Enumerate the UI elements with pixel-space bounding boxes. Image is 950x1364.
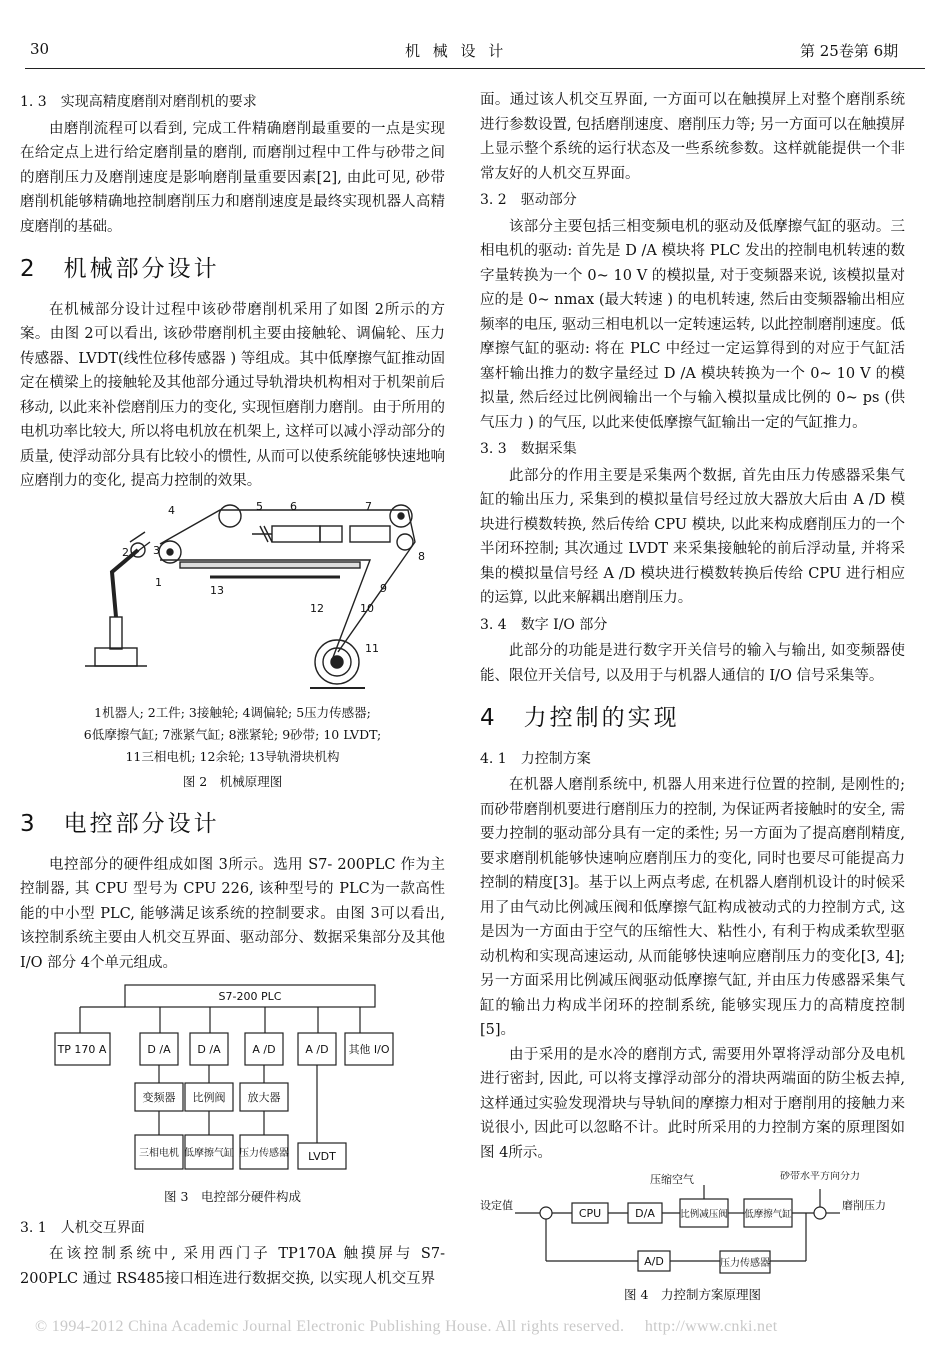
ad-label-2: A /D [305, 1043, 329, 1056]
sec41-body-2: 由于采用的是水冷的磨削方式, 需要用外罩将浮动部分及电机进行密封, 因此, 可以将支撑浮动部分的滑块两端面的防尘板去掉, 这样通过实验发现滑块与导轨间的摩擦力相对于磨削用的接触力来说很小, 因此可以忽略不计。此时所采用的力控制方案的原理图如图 4所示。 [480, 1046, 905, 1161]
sec31-title: 3. 1 人机交互界面 [20, 1219, 145, 1236]
sec13-title: 1. 3 实现高精度磨削对磨削机的要求 [20, 94, 257, 110]
sec34-body: 此部分的功能是进行数字开关信号的输入与输出, 如变频器使能、限位开关信号, 以及用于与机器人通信的 I/O 信号采集等。 [480, 643, 905, 684]
sec13-body: 由磨削流程可以看到, 完成工件精确磨削最重要的一点是实现在给定点上进行给定磨削量的磨削, 而磨削过程中工件与砂带之间的磨削压力及磨削速度是影响磨削量重要因素[2], 由此可见, 砂带磨削机能够精确地控制磨削压力和磨削速度是最终实现机器人高精度磨削的基础。 [20, 120, 445, 235]
sec32-body: 该部分主要包括三相变频电机的驱动及低摩擦气缸的驱动。三相电机的驱动: 首先是 D /A 模块将 PLC 发出的控制电机转速的数字量转换为一个 0~ 10 V 的模拟量, 对于变频器来说, 该模拟量对应的是 0~ nmax (最大转速 ) 的电机转速, 然后由变频器输出相应频率的电压, 驱动三相电机以一定转速运转, 以此控制磨削速度。低摩擦气缸的驱动: 将在 PLC 中经过一定运算得到的对应于气缸活塞杆输出推力的数字量经过 D /A 模块转换为一个 0~ 10 V 的模拟量, 然后经过比例阀输出一个与输入模拟量成比例的 0~ ps (供气压力 ) 的气压, 以此来使低摩擦气缸输出一定的气缸推力。 [480, 218, 905, 431]
robot-base [95, 648, 137, 666]
sec32-title: 3. 2 驱动部分 [480, 192, 577, 208]
fig4-ad-label: A/D [644, 1255, 664, 1268]
copyright-footer: © 1994-2012 China Academic Journal Electronic Publishing House. All rights reserved. http://www.cnki.net [35, 1318, 778, 1335]
right-column [480, 88, 905, 1314]
journal-title: 机 械 设 计 [405, 42, 508, 60]
fig3-title: 图 3 电控部分硬件构成 [164, 1189, 301, 1204]
fig2-label-12: 12 [310, 601, 324, 615]
cylinder-6 [272, 526, 320, 542]
amplifier-label: 放大器 [247, 1091, 281, 1104]
sec2-body: 在机械部分设计过程中该砂带磨削机采用了如图 2所示的方案。由图 2可以看出, 该砂带磨削机主要由接触轮、调偏轮、压力传感器、LVDT(线性位移传感器 ) 等组成。其中低摩擦气缸推动固定在横梁上的接触轮及其他部分通过导轨滑块机构相对于机架前后移动, 以此来补偿磨削压力的变化, 实现恒磨削力磨削。由于所用的电机功率比较大, 所以将电机放在机架上, 这样可以减小浮动部分的质量, 使浮动部分具有比较小的惯性, 从而可以使系统能够快速地响应磨削力的变化, 提高力控制的效果。 [20, 301, 445, 489]
issue-label: 第 25卷第 6期 [800, 42, 899, 60]
fig2-label-2: 2 [122, 545, 129, 559]
fig2-label-8: 8 [418, 549, 425, 563]
da-label-2: D /A [197, 1043, 221, 1056]
page-number: 30 [30, 40, 50, 58]
motor-label: 三相电机 [139, 1148, 179, 1159]
fig4-input-label: 设定值 [480, 1199, 513, 1212]
sec4-title: 4 力控制的实现 [480, 705, 680, 731]
fig4-sensor-label: 压力传感器 [720, 1258, 770, 1269]
fig2-label-6: 6 [290, 501, 297, 513]
fig2-label-11: 11 [365, 641, 379, 655]
fig2-label-3: 3 [153, 543, 160, 557]
tp170a-label: TP 170 A [57, 1043, 107, 1056]
fig4-da-label: D/A [635, 1207, 655, 1220]
fig4-air-label: 压缩空气 [650, 1173, 694, 1186]
da-label-1: D /A [147, 1043, 171, 1056]
pressure-sensor-label: 压力传感器 [239, 1148, 289, 1159]
fig4-cylinder-label: 低摩擦气缸 [744, 1209, 792, 1220]
fig2-label-4: 4 [168, 503, 175, 517]
fig2-title: 图 2 机械原理图 [182, 773, 283, 789]
cylinder-7 [350, 526, 390, 542]
sum-junction-2 [814, 1207, 826, 1219]
fig2-diagram [20, 502, 445, 702]
fig3-diagram [20, 983, 445, 1183]
ad-label-1: A /D [252, 1043, 276, 1056]
fig2-label-9: 9 [380, 581, 387, 595]
fig4-belt-label: 砂带水平方向分力 [780, 1171, 860, 1182]
sec31-body: 在该控制系统中, 采用西门子 TP170A 触摸屏与 S7- 200PLC 通过 RS485接口相连进行数据交换, 以实现人机交互界 [20, 1246, 445, 1287]
fig4-output-label: 磨削压力 [842, 1199, 886, 1212]
sec33-title: 3. 3 数据采集 [480, 441, 577, 457]
other-io-label: 其他 I/O [348, 1043, 390, 1056]
fig4-valve-label: 比例减压阀 [680, 1209, 728, 1220]
sec2-title: 2 机械部分设计 [20, 256, 220, 282]
plc-label: S7-200 PLC [218, 990, 282, 1003]
fig2-caption-line-2: 6低摩擦气缸; 7涨紧气缸; 8涨紧轮; 9砂带; 10 LVDT; [83, 726, 382, 742]
fig2-label-7: 7 [365, 501, 372, 513]
sec41-title: 4. 1 力控制方案 [480, 750, 591, 767]
prop-valve-label: 比例阀 [192, 1091, 226, 1104]
fig2-label-1: 1 [155, 575, 162, 589]
fig4-cpu-label: CPU [578, 1207, 602, 1220]
sec34-title: 3. 4 数字 I/O 部分 [480, 616, 608, 633]
fig4-diagram [480, 1171, 905, 1281]
vfd-label: 变频器 [142, 1091, 176, 1104]
fig4-title: 图 4 力控制方案原理图 [624, 1287, 761, 1302]
sec41-body-1: 在机器人磨削系统中, 机器人用来进行位置的控制, 是刚性的; 而砂带磨削机要进行磨削压力的控制, 为保证两者接触时的安全, 需要力控制的驱动部分具有一定的柔性; 另一方面为了提高磨削精度, 要求磨削机能够快速响应磨削压力的变化, 同时也要尽可能提高力控制的精度[3]。基于以上两点考虑, 在机器人磨削机设计的时候采用了由气动比例减压阀和低摩擦气缸构成被动式的力控制方式, 这是因为一方面由于空气的压缩性大、粘性小, 有利于构成柔软型驱动机构和实现高速运动, 从而能够快速响应磨削压力的变化[3, 4]; 另一方面采用比例减压阀驱动低摩擦气缸, 并由压力传感器采集气缸的输出力构成半闭环的控制系统, 能够实现压力的高精度控制[5]。 [480, 777, 905, 1038]
cylinder-label: 低摩擦气缸 [184, 1148, 234, 1159]
sec3-body: 电控部分的硬件组成如图 3所示。选用 S7- 200PLC 作为主控制器, 其 CPU 型号为 CPU 226, 该种型号的 PLC为一款高性能的中小型 PLC, 能够满足该系统的控制要求。由图 3可以看出, 该控制系统主要由人机交互界面、驱动部分、数据采集部分及其他 I/O 部分 4个单元组成。 [20, 856, 445, 971]
sum-junction-1 [540, 1207, 552, 1219]
header-rule [25, 68, 925, 69]
sec33-body: 此部分的作用主要是采集两个数据, 首先由压力传感器采集气缸的输出压力, 采集到的模拟量信号经过放大器放大后由 A /D 模块进行模数转换, 然后传给 CPU 模块, 以此来构成磨削压力的一个半闭环控制; 其次通过 LVDT 来采集接触轮的前后浮动量, 并将采集的模拟量信号经 A /D 模块进行模数转换后传给 CPU 进行相应的运算, 以此来解耦出磨削压力。 [480, 467, 905, 606]
sec3-title: 3 电控部分设计 [20, 811, 220, 837]
fig2-caption-line-1: 1机器人; 2工件; 3接触轮; 4调偏轮; 5压力传感器; [94, 704, 371, 720]
left-column [20, 88, 445, 1291]
fig2-label-13: 13 [210, 583, 224, 597]
sec31-cont-body: 面。通过该人机交互界面, 一方面可以在触摸屏上对整个磨削系统进行参数设置, 包括磨削速度、磨削压力等; 另一方面可以在触摸屏上显示整个系统的运行状态及一些系统参数。这样就能提供一个非常友好的人机交互界面。 [480, 92, 905, 182]
fig2-label-5: 5 [256, 501, 263, 513]
lvdt-label: LVDT [308, 1150, 336, 1163]
fig2-caption-line-3: 11三相电机; 12余轮; 13导轨滑块机构 [125, 748, 340, 764]
fig2-label-10: 10 [360, 601, 374, 615]
adjust-wheel [219, 505, 241, 527]
